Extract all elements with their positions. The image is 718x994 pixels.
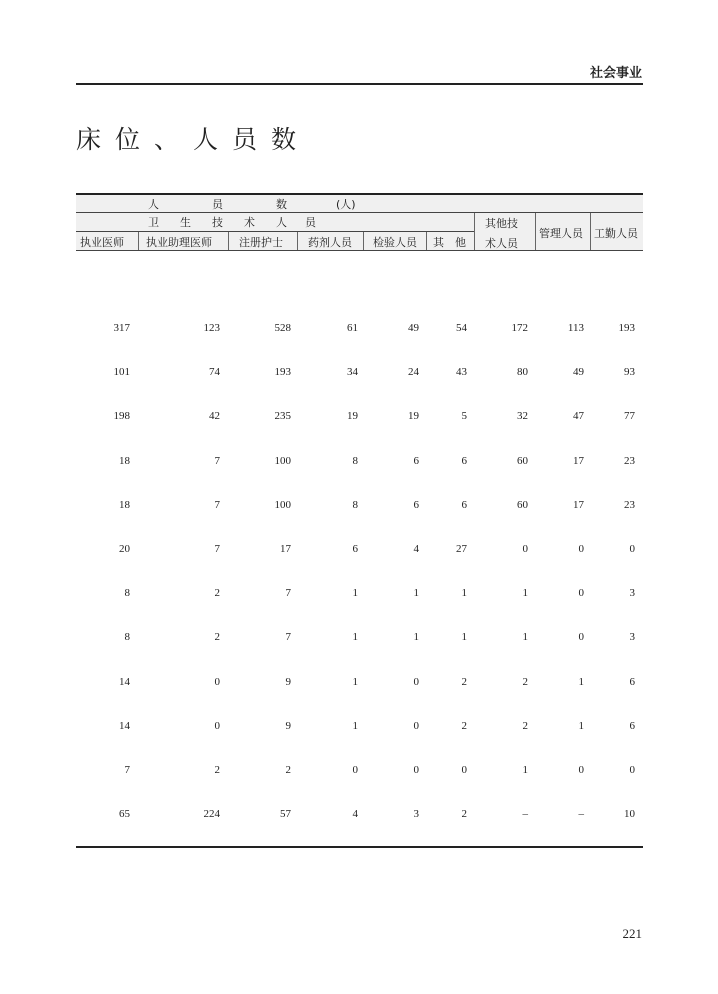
table-cell: 14 xyxy=(119,719,130,732)
table-cell: 172 xyxy=(511,322,528,334)
header-col-nurse: 注册护士 xyxy=(239,236,283,249)
table-cell: 113 xyxy=(567,322,584,334)
table-cell: 20 xyxy=(119,543,130,555)
header-other-tech-line1: 其他技 xyxy=(485,217,518,230)
table-cell: 2 xyxy=(522,675,528,688)
table-cell: 193 xyxy=(274,366,291,379)
table-cell: 77 xyxy=(624,410,635,423)
table-cell: 6 xyxy=(461,498,467,511)
table-cell: 0 xyxy=(522,543,528,555)
table-cell: 93 xyxy=(624,366,635,379)
table-cell: 1 xyxy=(522,587,528,600)
table-cell: 193 xyxy=(618,322,635,334)
header-char: (人) xyxy=(336,198,356,211)
table-cell: 61 xyxy=(347,322,358,334)
table-cell: 23 xyxy=(624,498,635,511)
table-cell: 3 xyxy=(629,631,635,644)
header-rule xyxy=(76,83,643,85)
table-cell: 7 xyxy=(124,764,130,776)
section-label: 社会事业 xyxy=(589,66,642,81)
header-other-tech-line2: 术人员 xyxy=(485,237,518,250)
table-cell: 0 xyxy=(352,764,358,776)
table-cell: 6 xyxy=(352,543,358,555)
table-cell: 14 xyxy=(119,675,130,688)
header-worker: 工勤人员 xyxy=(594,227,638,240)
table-cell: 0 xyxy=(461,764,467,776)
table-cell: 1 xyxy=(461,631,467,644)
table-cell: 0 xyxy=(413,675,419,688)
table-cell: 1 xyxy=(352,719,358,732)
header-char: 术 xyxy=(244,216,255,229)
table-cell: 0 xyxy=(629,764,635,776)
col-divider xyxy=(297,232,298,250)
table-cell: 49 xyxy=(408,322,419,334)
header-manager: 管理人员 xyxy=(539,227,583,240)
col-divider xyxy=(474,213,475,250)
table-cell: 18 xyxy=(119,454,130,467)
table-cell: 47 xyxy=(573,410,584,423)
table-cell: 2 xyxy=(214,587,220,600)
table-cell: 27 xyxy=(456,543,467,555)
header-col-assistant-doctor: 执业助理医师 xyxy=(146,236,212,249)
header-rule-1 xyxy=(76,212,643,213)
table-cell: 2 xyxy=(461,808,467,821)
col-divider xyxy=(426,232,427,250)
table-cell: 9 xyxy=(285,675,291,688)
table-cell: 7 xyxy=(285,587,291,600)
table-cell: 1 xyxy=(413,587,419,600)
table-cell: 1 xyxy=(352,675,358,688)
table-cell: – xyxy=(522,808,528,821)
table-cell: 80 xyxy=(517,366,528,379)
table-cell: 0 xyxy=(413,719,419,732)
table-cell: 23 xyxy=(624,454,635,467)
col-divider xyxy=(228,232,229,250)
table-cell: 0 xyxy=(578,543,584,555)
table-cell: 1 xyxy=(578,675,584,688)
table-cell: 7 xyxy=(214,543,220,555)
table-cell: 43 xyxy=(456,366,467,379)
table-cell: 100 xyxy=(274,454,291,467)
table-cell: 1 xyxy=(522,764,528,776)
table-cell: 24 xyxy=(408,366,419,379)
table-cell: 8 xyxy=(352,454,358,467)
header-col-lab: 检验人员 xyxy=(373,236,417,249)
header-char: 人 xyxy=(276,216,287,229)
table-cell: 2 xyxy=(214,631,220,644)
table-cell: 123 xyxy=(203,322,220,334)
table-cell: 0 xyxy=(578,587,584,600)
header-col-other: 其 他 xyxy=(433,236,466,249)
table-cell: 6 xyxy=(629,719,635,732)
table-cell: 198 xyxy=(113,410,130,423)
table-cell: 10 xyxy=(624,808,635,821)
table-cell: 0 xyxy=(413,764,419,776)
table-cell: – xyxy=(578,808,584,821)
table-cell: 7 xyxy=(285,631,291,644)
table-cell: 5 xyxy=(461,410,467,423)
table-cell: 42 xyxy=(209,410,220,423)
table-cell: 8 xyxy=(352,498,358,511)
table-cell: 2 xyxy=(461,675,467,688)
table-cell: 57 xyxy=(280,808,291,821)
table-cell: 6 xyxy=(461,454,467,467)
table-cell: 60 xyxy=(517,498,528,511)
page-number: 221 xyxy=(622,926,642,941)
header-col-doctor: 执业医师 xyxy=(80,236,124,249)
table-bottom-rule xyxy=(76,846,643,848)
table-cell: 19 xyxy=(347,410,358,423)
table-cell: 0 xyxy=(578,764,584,776)
table-cell: 60 xyxy=(517,454,528,467)
table-cell: 74 xyxy=(209,366,220,379)
table-cell: 2 xyxy=(285,764,291,776)
table-top-rule xyxy=(76,193,643,195)
table-cell: 1 xyxy=(461,587,467,600)
col-divider xyxy=(363,232,364,250)
table-cell: 0 xyxy=(214,719,220,732)
table-cell: 528 xyxy=(274,322,291,334)
table-cell: 1 xyxy=(522,631,528,644)
table-cell: 4 xyxy=(352,808,358,821)
header-char: 技 xyxy=(212,216,223,229)
header-char: 数 xyxy=(276,198,287,211)
table-cell: 0 xyxy=(629,543,635,555)
header-char: 卫 xyxy=(148,216,159,229)
col-divider xyxy=(590,213,591,250)
header-col-pharmacist: 药剂人员 xyxy=(308,236,352,249)
header-char: 生 xyxy=(180,216,191,229)
table-cell: 8 xyxy=(124,631,130,644)
header-rule-2 xyxy=(76,231,474,232)
table-cell: 317 xyxy=(113,322,130,334)
table-cell: 32 xyxy=(517,410,528,423)
table-cell: 4 xyxy=(413,543,419,555)
table-cell: 6 xyxy=(413,498,419,511)
table-cell: 17 xyxy=(573,454,584,467)
table-cell: 0 xyxy=(214,675,220,688)
table-cell: 0 xyxy=(578,631,584,644)
header-char: 员 xyxy=(212,198,223,211)
page-title: 床位、人员数 xyxy=(76,125,311,154)
table-cell: 1 xyxy=(352,587,358,600)
header-char: 员 xyxy=(305,216,316,229)
table-cell: 9 xyxy=(285,719,291,732)
table-cell: 101 xyxy=(113,366,130,379)
table-cell: 19 xyxy=(408,410,419,423)
table-cell: 17 xyxy=(573,498,584,511)
table-cell: 54 xyxy=(456,322,467,334)
header-char: 人 xyxy=(148,198,159,211)
table-cell: 7 xyxy=(214,454,220,467)
table-cell: 3 xyxy=(413,808,419,821)
table-cell: 3 xyxy=(629,587,635,600)
table-cell: 100 xyxy=(274,498,291,511)
table-cell: 235 xyxy=(274,410,291,423)
table-cell: 17 xyxy=(280,543,291,555)
table-cell: 6 xyxy=(629,675,635,688)
table-cell: 8 xyxy=(124,587,130,600)
table-cell: 1 xyxy=(352,631,358,644)
table-cell: 2 xyxy=(214,764,220,776)
table-cell: 224 xyxy=(203,808,220,821)
table-cell: 49 xyxy=(573,366,584,379)
table-cell: 1 xyxy=(413,631,419,644)
col-divider xyxy=(138,232,139,250)
table-cell: 65 xyxy=(119,808,130,821)
col-divider xyxy=(535,213,536,250)
table-cell: 34 xyxy=(347,366,358,379)
table-cell: 7 xyxy=(214,498,220,511)
table-cell: 2 xyxy=(461,719,467,732)
table-cell: 6 xyxy=(413,454,419,467)
table-cell: 2 xyxy=(522,719,528,732)
table-cell: 1 xyxy=(578,719,584,732)
table-cell: 18 xyxy=(119,498,130,511)
header-bottom-rule xyxy=(76,250,643,251)
